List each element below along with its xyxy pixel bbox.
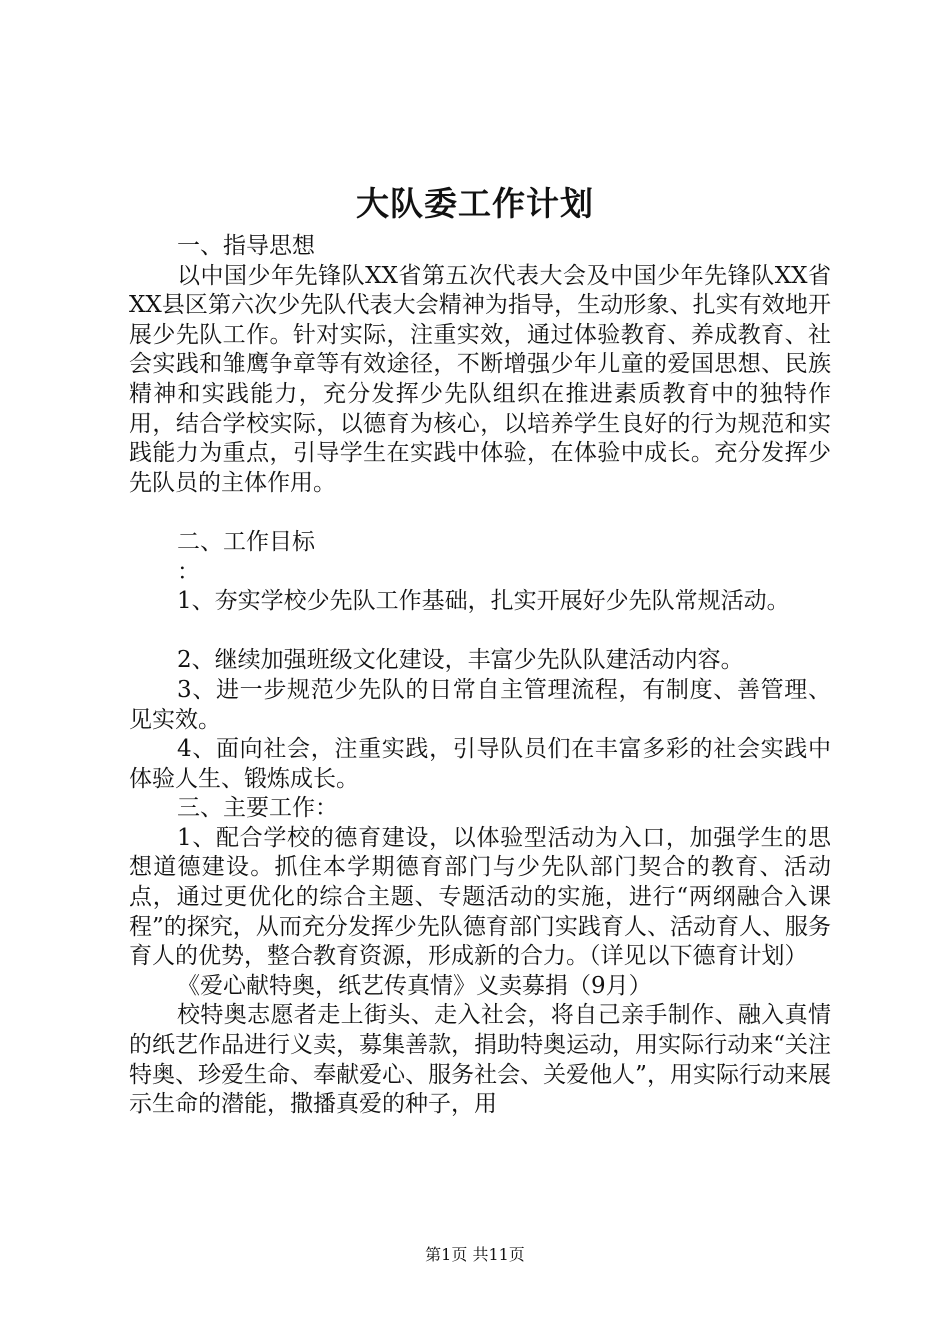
- activity-paragraph-charity-sale: 校特奥志愿者走上街头、走入社会，将自己亲手制作、融入真情的纸艺作品进行义卖，募集善款，捐助特奥运动，用实际行动来“关注特奥、珍爱生命、奉献爱心、服务社会、关爱他人”，用实际行动来展示生命的潜能，撒播真爱的种子，用: [129, 1002, 831, 1118]
- goal-item-4: 4、面向社会，注重实践，引导队员们在丰富多彩的社会实践中体验人生、锻炼成长。: [129, 736, 831, 792]
- section-heading-work-goals: 二、工作目标: [177, 528, 315, 555]
- goal-item-2: 2、继续加强班级文化建设，丰富少先队队建活动内容。: [177, 647, 744, 674]
- document-title: 大队委工作计划: [356, 184, 594, 223]
- goal-item-1: 1、夯实学校少先队工作基础，扎实开展好少先队常规活动。: [177, 588, 790, 615]
- section-heading-guiding-ideology: 一、指导思想: [177, 233, 315, 259]
- paragraph-guiding-ideology: 以中国少年先锋队XX省第五次代表大会及中国少年先锋队XX省XX县区第六次少先队代表大会精神为指导，生动形象、扎实有效地开展少先队工作。针对实际，注重实效，通过体验教育、养成教育、社会实践和雏鹰争章等有效途径，不断增强少年儿童的爱国思想、民族精神和实践能力，充分发挥少先队组织在推进素质教育中的独特作用，结合学校实际，以德育为核心，以培养学生良好的行为规范和实践能力为重点，引导学生在实践中体验，在体验中成长。充分发挥少先队员的主体作用。: [129, 262, 831, 496]
- document-body: [129, 232, 831, 1120]
- page-number-footer: 第1页 共11页: [425, 1245, 525, 1264]
- goals-colon: ：: [177, 558, 200, 585]
- goal-item-3: 3、进一步规范少先队的日常自主管理流程，有制度、善管理、见实效。: [129, 676, 831, 733]
- main-work-item-1: 1、配合学校的德育建设，以体验型活动为入口，加强学生的思想道德建设。抓住本学期德育部门与少先队部门契合的教育、活动点，通过更优化的综合主题、专题活动的实施，进行“两纲融合入课程”的探究，从而充分发挥少先队德育部门实践育人、活动育人、服务育人的优势，整合教育资源，形成新的合力。（详见以下德育计划）: [129, 824, 831, 970]
- section-heading-main-work: 三、主要工作：: [177, 795, 338, 822]
- activity-heading-charity-sale: 《爱心献特奥，纸艺传真情》义卖募捐（9月）: [177, 972, 652, 999]
